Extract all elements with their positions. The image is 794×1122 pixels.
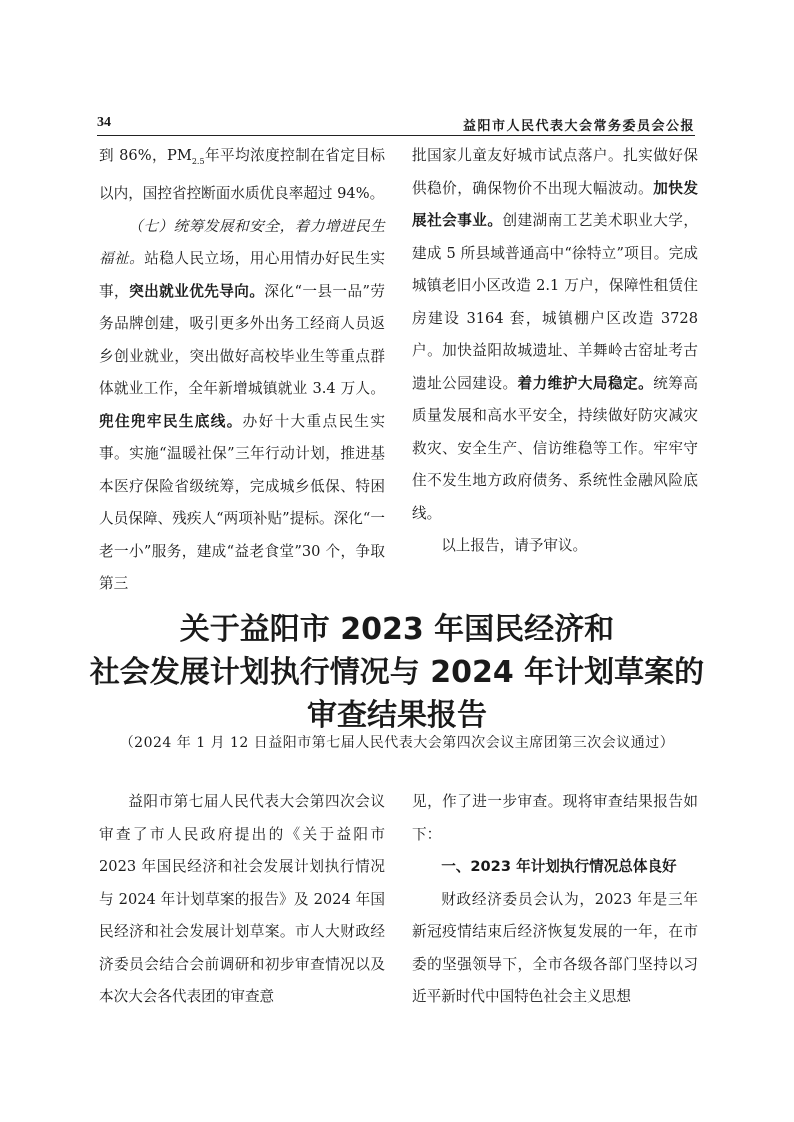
paragraph	[99, 140, 385, 211]
article-left-column	[99, 786, 385, 1014]
article-title	[60, 608, 734, 737]
text-run: 创建湖南工艺美术职业大学，建成 5 所县域普通高中“徐特立”项目。完成城镇老旧小区改造 2.1 万户，保障性租赁住房建设 3164 套，城镇棚户区改造 3728 户。加快益阳故城遗址、羊舞岭古窑址考古遗址公园建设。	[412, 212, 698, 392]
text-run: 办好十大重点民生实事。实施“温暖社保”三年行动计划，推进基本医疗保险省级统筹，完成城乡低保、特困人员保障、残疾人“两项补贴”提标。深化“一老一小”服务，建成“益老食堂”30 个，争取第三	[99, 412, 385, 593]
prev-article-right-column	[412, 140, 698, 563]
subscript: 2.5	[191, 156, 205, 166]
paragraph	[412, 140, 698, 530]
paragraph: 见，作了进一步审查。现将审查结果报告如下：	[412, 793, 698, 843]
text-run: 批国家儿童友好城市试点落户。扎实做好保供稳价，确保物价不出现大幅波动。	[412, 147, 698, 197]
title-line: 社会发展计划执行情况与 2024 年计划草案的	[89, 655, 705, 690]
bold-phrase: 兜住兜牢民生底线。	[99, 412, 243, 430]
bold-phrase: 突出就业优先导向。	[129, 282, 265, 300]
paragraph	[99, 211, 385, 601]
text-run: 深化“一县一品”劳务品牌创建，吸引更多外出务工经商人员返乡创业就业，突出做好高校毕业生等重点群体就业工作，全年新增城镇就业 3.4 万人。	[99, 282, 385, 398]
page-header	[97, 113, 695, 136]
text-run: 统筹高质量发展和高水平安全，持续做好防灾减灾救灾、安全生产、信访维稳等工作。牢牢守住不发生地方政府债务、系统性金融风险底线。	[412, 374, 698, 522]
paragraph: 财政经济委员会认为，2023 年是三年新冠疫情结束后经济恢复发展的一年，在市委的坚强领导下，全市各级各部门坚持以习近平新时代中国特色社会主义思想	[412, 890, 698, 1005]
prev-article-left-column	[99, 140, 385, 601]
bold-phrase: 加快发展社会事业。	[412, 179, 698, 229]
page-number: 34	[97, 115, 111, 130]
text-run: 到 86%，PM	[99, 147, 192, 164]
closing-line: 以上报告，请予审议。	[441, 537, 588, 554]
title-line: 关于益阳市 2023 年国民经济和	[179, 612, 615, 647]
section-heading-seven: （七）统筹发展和安全，着力增进民生福祉。	[99, 217, 385, 268]
article-right-column	[412, 786, 698, 1014]
section-heading: 一、2023 年计划执行情况总体良好	[441, 858, 677, 875]
title-line: 审查结果报告	[307, 698, 487, 733]
bold-phrase: 着力维护大局稳定。	[517, 374, 654, 392]
journal-title: 益阳市人民代表大会常务委员会公报	[462, 119, 695, 134]
article-subtitle: （2024 年 1 月 12 日益阳市第七届人民代表大会第四次会议主席团第三次会议通过）	[119, 735, 675, 751]
paragraph: 益阳市第七届人民代表大会第四次会议审查了市人民政府提出的《关于益阳市 2023 年国民经济和社会发展计划执行情况与 2024 年计划草案的报告》及 2024 年国民经济和社会发展计划草案。市人大财政经济委员会结合会前调研和初步审查情况以及本次大会各代表团的审查意	[99, 793, 385, 1005]
text-run: 年平均浓度控制在省定目标以内，国控省控断面水质优良率超过 94%。	[99, 147, 385, 203]
text-run: 站稳人民立场，用心用情办好民生实事，	[99, 250, 385, 300]
